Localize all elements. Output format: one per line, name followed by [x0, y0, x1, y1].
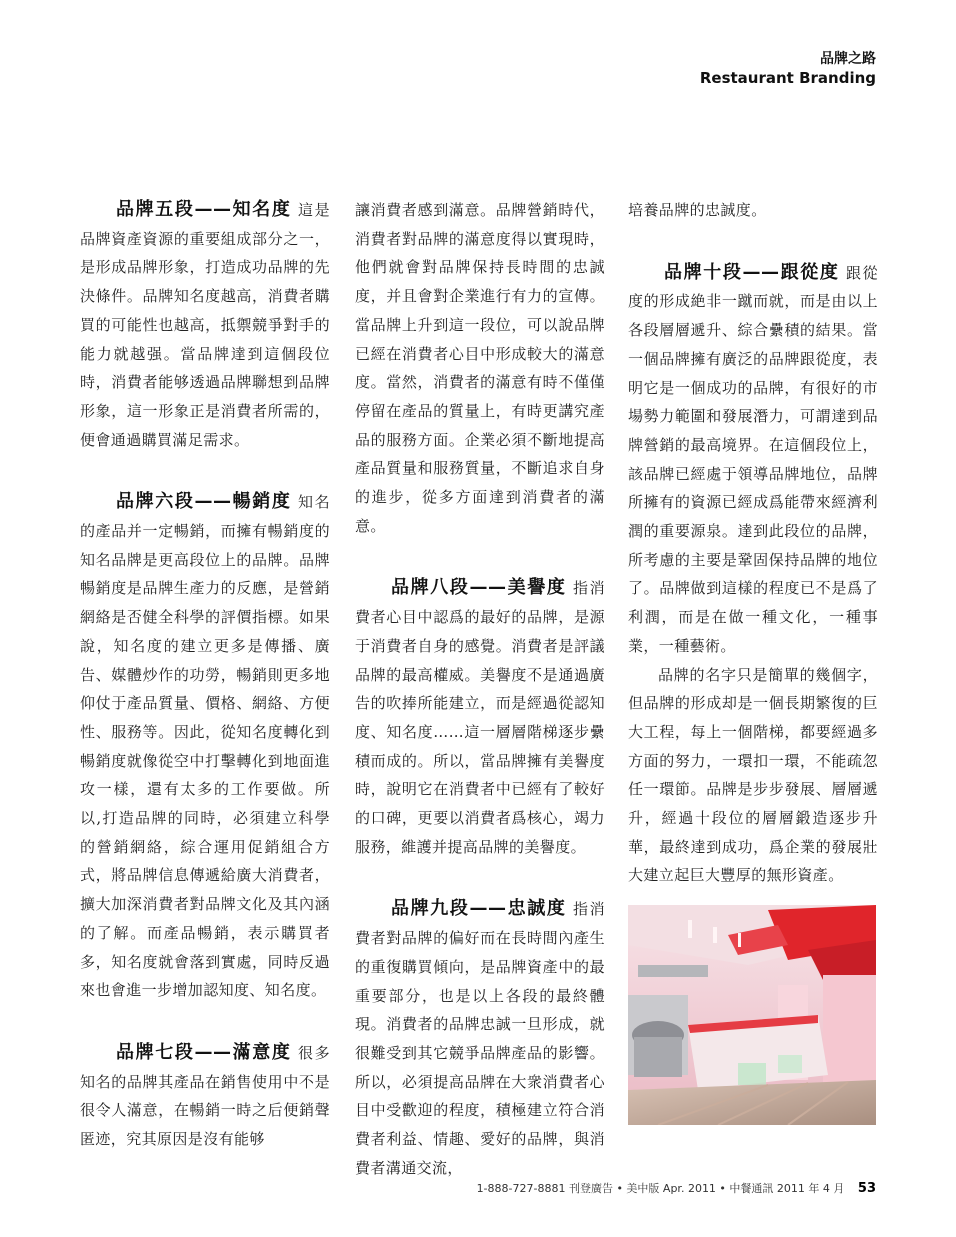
- stage-6-text: 知名的產品并一定暢銷，而擁有暢銷度的知名品牌是更高段位上的品牌。品牌暢銷度是品牌生產力的反應，是營銷網絡是否健全科學的評價指標。如果說，知名度的建立更多是傳播、廣告、媒體炒作的功勞，暢銷則更多地仰仗于產品質量、價格、網絡、方便性、服務等。因此，從知名度轉化到暢銷度就像從空中打擊轉化到地面進攻一樣，還有太多的工作要做。所以,打造品牌的同時，必須建立科學的營銷網絡，綜合運用促銷組合方式，將品牌信息傳遞給廣大消費者，擴大加深消費者對品牌文化及其內涵的了解。而產品暢銷，表示購買者多，知名度就會落到實處，同時反過來也會進一步增加認知度、知名度。: [80, 493, 330, 1000]
- column-2: [355, 196, 605, 1183]
- stage-5-text: 這是品牌資產資源的重要組成部分之一，是形成品牌形象，打造成功品牌的先決條件。品牌知名度越高，消費者購買的可能性也越高，抵禦競爭對手的能力就越强。當品牌達到這個段位時，消費者能够透過品牌聯想到品牌形象，這一形象正是消費者所需的，便會通過購買滿足需求。: [80, 201, 330, 449]
- paragraph-stage-5: [80, 196, 330, 454]
- paragraph-stage-10: [628, 259, 878, 661]
- column-1: [80, 196, 330, 1154]
- stage-7-continued: 讓消費者感到滿意。品牌營銷時代，消費者對品牌的滿意度得以實現時，他們就會對品牌保持長時間的忠誠度，并且會對企業進行有力的宣傳。當品牌上升到這一段位，可以說品牌已經在消費者心目中形成較大的滿意度。當然，消費者的滿意有時不僅僅停留在產品的質量上，有時更講究產品的服務方面。企業必須不斷地提高產品質量和服務質量，不斷追求自身的進步，從多方面達到消費者的滿意。: [355, 201, 605, 535]
- stage-10-heading: 品牌十段——跟從度: [664, 261, 840, 283]
- paragraph-stage-7: [80, 1039, 330, 1154]
- paragraph-stage-9: [355, 895, 605, 1182]
- stage-7-heading: 品牌七段——滿意度: [116, 1041, 292, 1063]
- stage-8-text: 指消費者心目中認爲的最好的品牌，是源于消費者自身的感覺。消費者是評議品牌的最高權威。美譽度不是通過廣告的吹捧所能建立，而是經過從認知度、知名度……這一層層階梯逐步纍積而成的。所以，當品牌擁有美譽度時，說明它在消費者中已經有了較好的口碑，更要以消費者爲核心，竭力服務，維護并提高品牌的美譽度。: [355, 579, 605, 856]
- column-3: [628, 196, 878, 890]
- section-title-zh: 品牌之路: [820, 51, 876, 67]
- restaurant-interior-photo: [628, 905, 876, 1125]
- stage-7-text: 很多知名的品牌其產品在銷售使用中不是很令人滿意，在暢銷一時之后便銷聲匿迹，究其原因是沒有能够: [80, 1043, 330, 1149]
- stage-9-text: 指消費者對品牌的偏好而在長時間內產生的重復購買傾向，是品牌資產中的最重要部分，也是以上各段的最終體現。消費者的品牌忠誠一旦形成，就很難受到其它競爭品牌產品的影響。所以，必須提高品牌在大衆消費者心目中受歡迎的程度，積極建立符合消費者利益、情趣、愛好的品牌，與消費者溝通交流，: [355, 900, 605, 1177]
- page-number: 53: [857, 1181, 876, 1196]
- stage-10-text: 跟從度的形成絶非一蹴而就，而是由以上各段層層遞升、綜合纍積的結果。當一個品牌擁有廣泛的品牌跟從度，表明它是一個成功的品牌，有很好的市場勢力範圍和發展潛力，可謂達到品牌營銷的最高境界。在這個段位上，該品牌已經處于領導品牌地位，品牌所擁有的資源已經成爲能帶來經濟利潤的重要源泉。達到此段位的品牌，所考慮的主要是鞏固保持品牌的地位了。品牌做到這樣的程度已不是爲了利潤，而是在做一種文化，一種事業，一種藝術。: [628, 263, 878, 655]
- paragraph-stage-6: [80, 488, 330, 1005]
- stage-9-continued: 培養品牌的忠誠度。: [628, 201, 767, 219]
- stage-8-heading: 品牌八段——美譽度: [391, 577, 567, 599]
- closing-paragraph: 品牌的名字只是簡單的幾個字，但品牌的形成却是一個長期繁復的巨大工程，每上一個階梯，都要經過多方面的努力，一環扣一環，不能疏忽任一環節。品牌是步步發展、層層遞升，經過十段位的層層鍛造逐步升華，最終達到成功，爲企業的發展壯大建立起巨大豐厚的無形資產。: [628, 665, 878, 885]
- footer-text: 1-888-727-8881 刊登廣告 • 美中版 Apr. 2011 • 中餐通訊 2011 年 4 月: [476, 1182, 845, 1195]
- stage-6-heading: 品牌六段——暢銷度: [116, 491, 292, 513]
- section-title-en: Restaurant Branding: [699, 69, 876, 87]
- page-footer: [477, 1180, 876, 1196]
- section-header: [700, 50, 876, 88]
- paragraph-stage-8: [355, 574, 605, 861]
- stage-9-heading: 品牌九段——忠誠度: [391, 898, 567, 920]
- stage-5-heading: 品牌五段——知名度: [116, 199, 292, 220]
